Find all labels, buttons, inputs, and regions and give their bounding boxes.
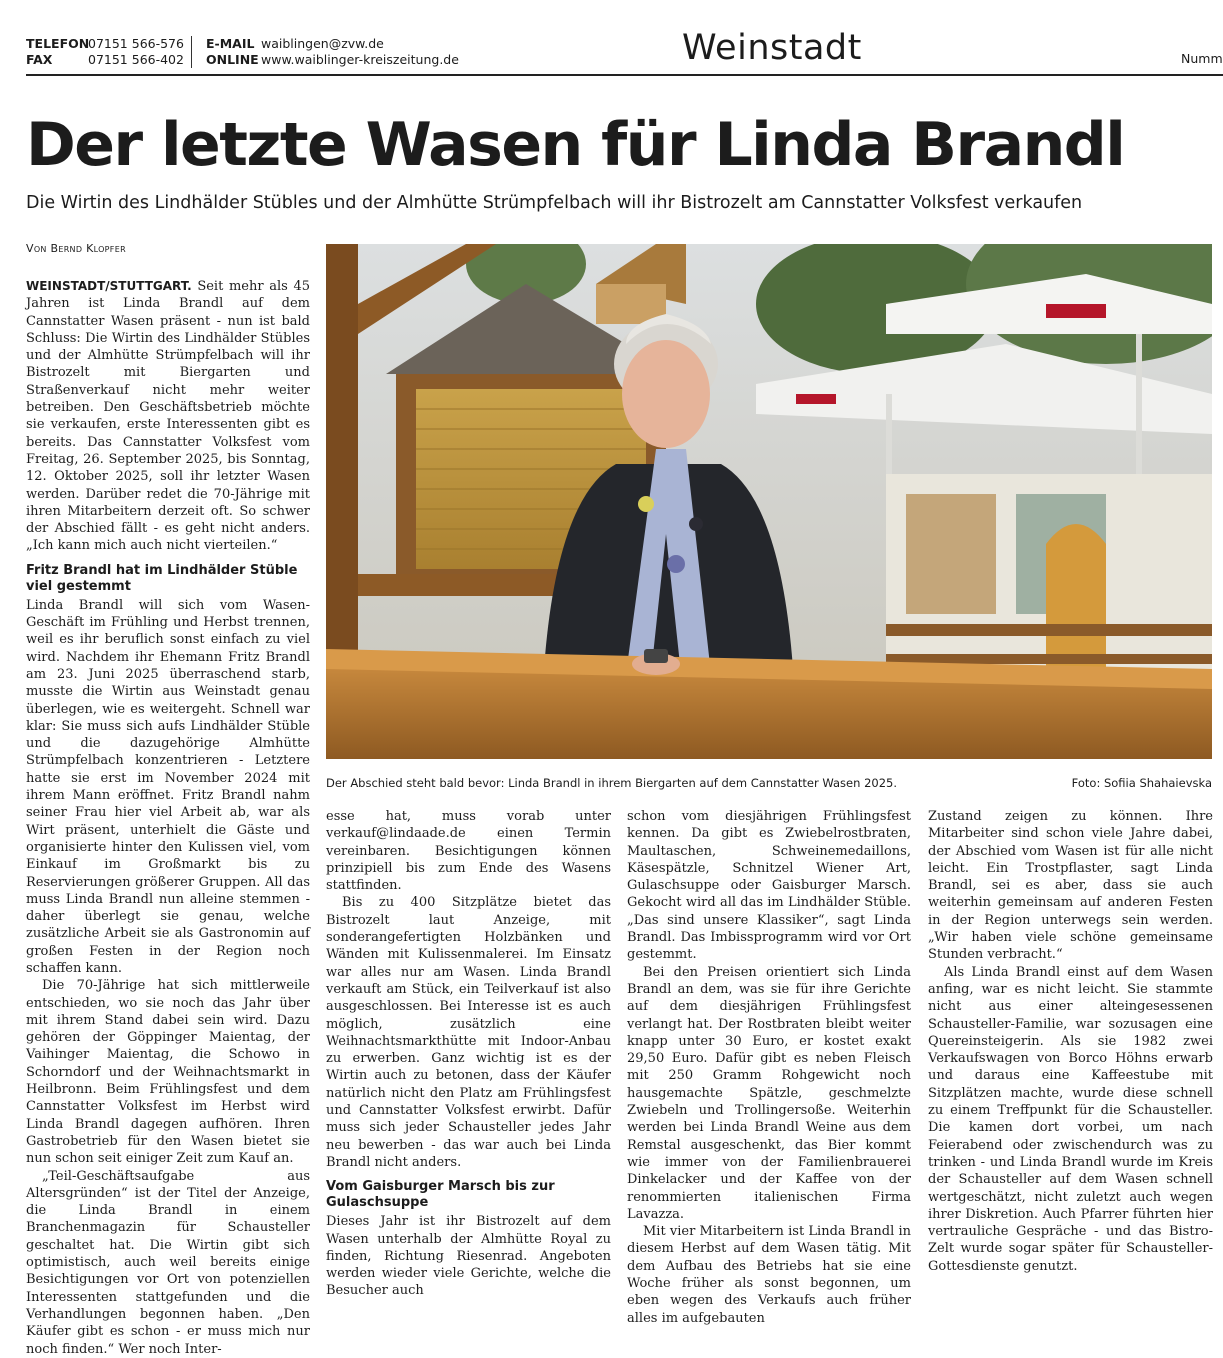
masthead [26, 30, 1223, 76]
paragraph: esse hat, muss vorab unter verkauf@lindaade.de einen Termin vereinbaren. Besichtigungen können prinzipiell bis zum Ende des Wasens stattfinden. [326, 809, 611, 894]
masthead-divider [191, 36, 192, 68]
contact-values-online [261, 36, 459, 68]
paragraph: Mit vier Mitarbeitern ist Linda Brandl in diesem Herbst auf dem Wasen tätig. Mit dem Aufbau des Betriebs hat sie eine Woche früher als sonst begonnen, um eben wegen des Verkaufs auch früher alles im aufgebauten [627, 1224, 911, 1326]
online-label: ONLINE [206, 52, 259, 67]
article-column-2 [326, 808, 611, 1300]
intro-paragraph [26, 278, 310, 555]
article-headline: Der letzte Wasen für Linda Brandl [26, 110, 1125, 180]
email-label: E-MAIL [206, 36, 255, 51]
article-column-4 [928, 808, 1213, 1275]
paragraph: Zustand zeigen zu können. Ihre Mitarbeiter sind schon viele Jahre dabei, der Abschied vom Wasen ist für alle nicht leicht. Ein Trostpflaster, sagt Linda Brandl, sei es aber, dass sie auch weiterhin gemeinsam auf anderen Festen in der Region unterwegs sein werden. „Wir haben viele schöne gemeinsame Stunden verbracht.“ [928, 809, 1213, 963]
article-byline: Von Bernd Klopfer [26, 242, 126, 255]
article-column-1 [26, 278, 310, 1358]
article-photo [326, 244, 1212, 759]
fax-label: FAX [26, 52, 53, 67]
contact-values-phone [88, 36, 184, 68]
telefon-label: TELEFON [26, 36, 90, 51]
email-value[interactable]: waiblingen@zvw.de [261, 36, 384, 51]
photo-caption-bar [326, 776, 1212, 790]
paragraph: schon vom diesjährigen Frühlingsfest kennen. Da gibt es Zwiebelrostbraten, Maultaschen, Schweinemedaillons, Käsespätzle, Schnitzel Wiener Art, Gulaschsuppe oder Gaisburger Marsch. Gekocht wird all das im Lindhälder Stüble. „Das sind unsere Klassiker“, sagt Linda Brandl. Das Imbissprogramm wird vor Ort gestemmt. [627, 809, 911, 963]
telefon-value: 07151 566-576 [88, 36, 184, 51]
contact-labels-phone [26, 36, 89, 68]
paragraph: Bis zu 400 Sitzplätze bietet das Bistrozelt laut Anzeige, mit sonderangefertigten Holzbänken und Wänden mit Kulissenmalerei. Im Einsatz war alles nur am Wasen. Linda Brandl verkauft am Stück, ein Teilverkauf ist also ausgeschlossen. Bei Interesse ist es auch möglich, zusätzlich eine Weihnachtsmarkthütte mit Indoor-Anbau zu erwerben. Ganz wichtig ist es der Wirtin auch zu betonen, dass der Käufer natürlich nicht den Platz am Frühlingsfest und Cannstatter Volksfest erwirbt. Dafür muss sich jeder Schausteller jedes Jahr neu bewerben - das war auch bei Linda Brandl nicht anders. [326, 895, 611, 1170]
paragraph: Die 70-Jährige hat sich mittlerweile entschieden, wo sie noch das Jahr über mit ihrem Stand dabei sein wird. Dazu gehören der Göppinger Maientag, der Vaihinger Maientag, die Schowo in Schorndorf und der Weihnachtsmarkt in Heilbronn. Beim Frühlingsfest und dem Cannstatter Volksfest im Herbst wird Linda Brandl dagegen aufhören. Ihren Gastrobetrieb für den Wasen bietet sie nun schon seit einiger Zeit zum Kauf an. [26, 978, 310, 1167]
fax-value: 07151 566-402 [88, 52, 184, 67]
paragraph: „Teil-Geschäftsaufgabe aus Altersgründen“ ist der Titel der Anzeige, die Linda Brandl in einem Branchenmagazin für Schausteller geschaltet hat. Die Wirtin gibt sich optimistisch, auch weil bereits einige Besichtigungen vor Ort von potenziellen Interessenten stattgefunden und die Verhandlungen begonnen haben. „Den Käufer gibt es schon - er muss mich nur noch finden.“ Wer noch Inter- [26, 1168, 310, 1357]
masthead-right-text: Numm [1181, 51, 1223, 66]
photo-credit: Foto: Sofiia Shahaievska [1071, 776, 1212, 790]
dateline: WEINSTADT/STUTTGART. [26, 279, 192, 293]
intro-text: Seit mehr als 45 Jahren ist Linda Brandl auf dem Cannstatter Wasen präsent - nun ist bald Schluss: Die Wirtin des Lindhälder Stübles und der Almhütte Strümpfelbach will ihr Bistrozelt mit Biergarten und Straßenverkauf nicht mehr weiter betreiben. Den Geschäftsbetrieb möchte sie verkaufen, erste Interessenten gibt es bereits. Das Cannstatter Volksfest vom Freitag, 26. September 2025, bis Sonntag, 12. Oktober 2025, soll ihr letzter Wasen werden. Darüber redet die 70-Jährige mit ihren Mitarbeitern derzeit oft. So schwer der Abschied fällt - es geht nicht anders. „Ich kann mich auch nicht vierteilen.“ [26, 279, 311, 554]
paragraph: Bei den Preisen orientiert sich Linda Brandl an dem, was sie für ihre Gerichte auf dem diesjährigen Frühlingsfest verlangt hat. Der Rostbraten bleibt weiter knapp unter 30 Euro, er kostet exakt 29,50 Euro. Dafür gibt es neben Fleisch mit 250 Gramm Rohgewicht noch hausgemachte Spätzle, geschmelzte Zwiebeln und Trollingersoße. Weiterhin werden bei Linda Brandl Weine aus dem Remstal ausgeschenkt, das Bier kommt wie immer von der Familienbrauerei Dinkelacker und der Kaffee von der renommierten italienischen Firma Lavazza. [627, 964, 911, 1222]
online-value[interactable]: www.waiblinger-kreiszeitung.de [261, 52, 459, 67]
paragraph: Linda Brandl will sich vom Wasen-Geschäft im Frühling und Herbst trennen, weil es ihr beruflich sonst einfach zu viel wird. Nachdem ihr Ehemann Fritz Brandl am 23. Juni 2025 überraschend starb, musste die Wirtin aus Weinstadt genau überlegen, wie es weitergeht. Schnell war klar: Sie muss sich aufs Lindhälder Stüble und die dazugehörige Almhütte Strümpfelbach konzentrieren - Letztere hatte sie erst im November 2024 mit ihrem Mann eröffnet. Fritz Brandl nahm seiner Frau hier viel Arbeit ab, war als Wirt präsent, unterhielt die Gäste und organisierte hinter den Kulissen viel, vom Einkauf im Großmarkt bis zu Reservierungen größerer Gruppen. All das muss Linda Brandl nun alleine stemmen - daher überlegt sie genau, welche zusätzliche Arbeit sie als Gastronomin auf großen Festen in der Region noch schaffen kann. [26, 597, 310, 976]
subheading-1: Fritz Brandl hat im Lindhälder Stüble viel gestemmt [26, 562, 298, 594]
photo-illustration [326, 244, 1212, 759]
photo-caption: Der Abschied steht bald bevor: Linda Brandl in ihrem Biergarten auf dem Cannstatter Wasen 2025. [326, 776, 897, 790]
article-column-3 [627, 808, 911, 1327]
paragraph: Als Linda Brandl einst auf dem Wasen anfing, war es nicht leicht. Sie stammte nicht aus einer alteingesessenen Schausteller-Familie, war sozusagen eine Quereinsteigerin. Als sie 1982 zwei Verkaufswagen von Borco Höhns erwarb und daraus eine Kaffeestube mit Sitzplätzen machte, wurde diese schnell zu einem Treffpunkt für die Schausteller. Die kamen dort vorbei, um nach Feierabend oder zwischendurch was zu trinken - und Linda Brandl wurde im Kreis der Schausteller auf dem Wasen schnell wertgeschätzt, nicht zuletzt auch wegen ihrer Diskretion. Auch Pfarrer führten hier vertrauliche Gespräche - und das Bistro-Zelt wurde sogar später für Schausteller-Gottesdienste genutzt. [928, 964, 1213, 1274]
subheading-2: Vom Gaisburger Marsch bis zur Gulaschsuppe [326, 1179, 555, 1211]
section-title: Weinstadt [682, 28, 862, 68]
contact-labels-online [206, 36, 259, 68]
paragraph: Dieses Jahr ist ihr Bistrozelt auf dem Wasen unterhalb der Almhütte Royal zu finden, Richtung Riesenrad. Angeboten werden wieder viele Gerichte, welche die Besucher auch [326, 1214, 611, 1299]
article-subheadline: Die Wirtin des Lindhälder Stübles und der Almhütte Strümpfelbach will ihr Bistrozelt am Cannstatter Volksfest verkaufen [26, 193, 1083, 213]
